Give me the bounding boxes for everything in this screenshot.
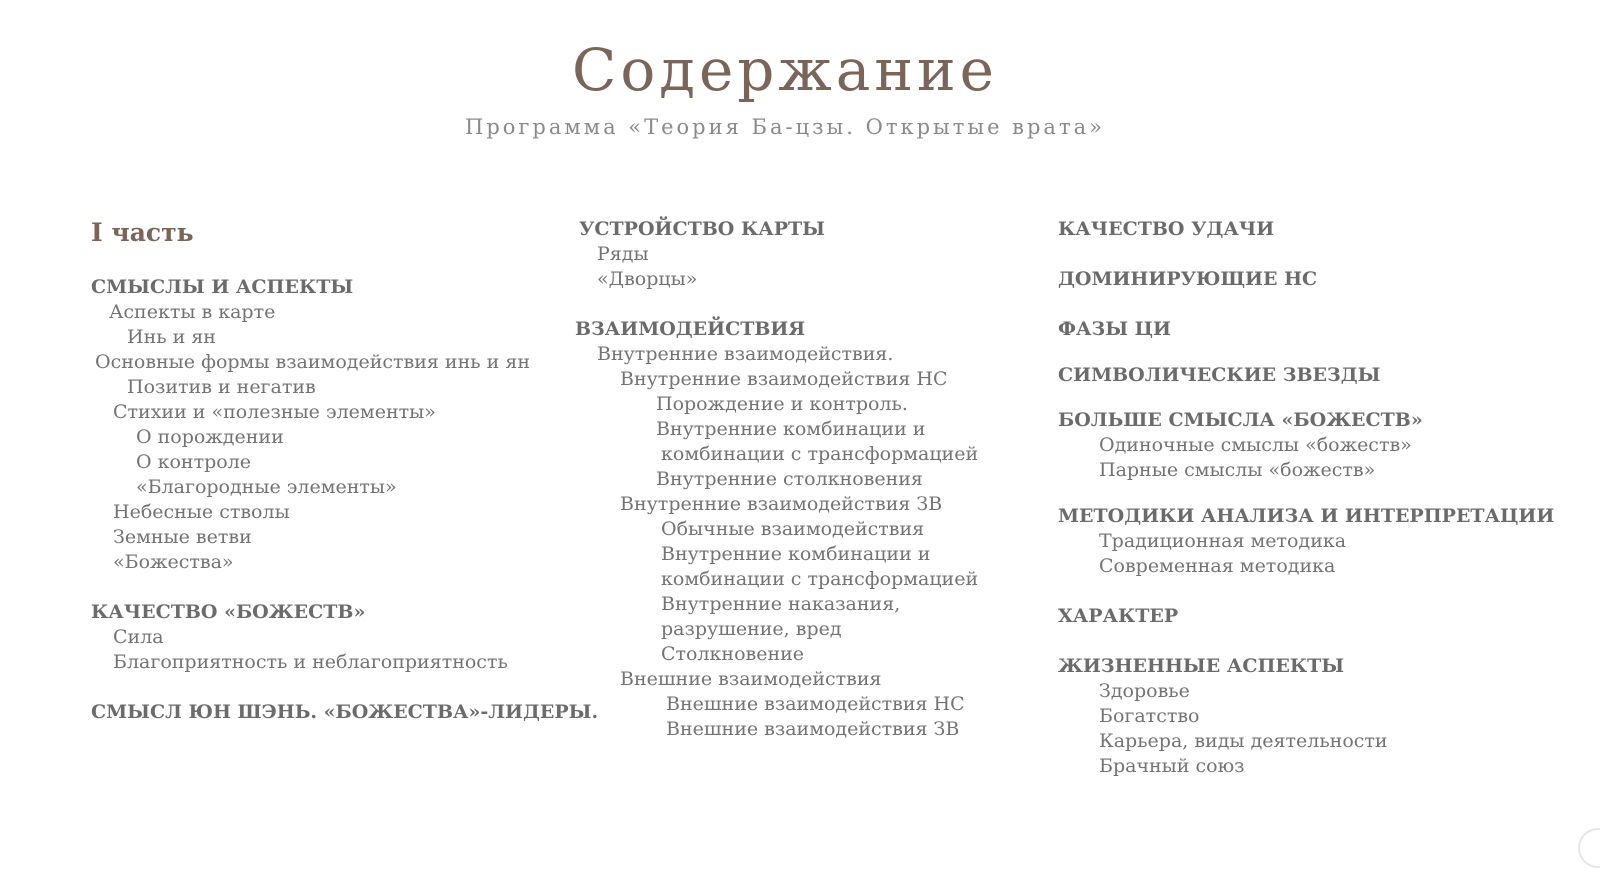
toc-section-heading: ВЗАИМОДЕЙСТВИЯ — [575, 318, 806, 340]
toc-entry: Небесные стволы — [113, 501, 290, 523]
toc-section-heading: ЖИЗНЕННЫЕ АСПЕКТЫ — [1058, 655, 1345, 677]
toc-section-heading: МЕТОДИКИ АНАЛИЗА И ИНТЕРПРЕТАЦИИ — [1058, 505, 1555, 527]
toc-section-heading: СИМВОЛИЧЕСКИЕ ЗВЕЗДЫ — [1058, 364, 1381, 386]
part-label: I часть — [91, 218, 194, 247]
toc-entry: Внутренние комбинации и — [656, 418, 926, 440]
toc-section-heading: ХАРАКТЕР — [1058, 605, 1179, 627]
toc-section-heading: ДОМИНИРУЮЩИЕ НС — [1058, 268, 1318, 290]
toc-entry: Одиночные смыслы «божеств» — [1099, 434, 1412, 456]
toc-section-heading: КАЧЕСТВО УДАЧИ — [1058, 218, 1275, 240]
toc-section-heading: СМЫСЛЫ И АСПЕКТЫ — [91, 276, 354, 298]
toc-entry: «Благородные элементы» — [136, 476, 397, 498]
toc-entry: Стихии и «полезные элементы» — [113, 401, 436, 423]
toc-entry: О контроле — [136, 451, 252, 473]
toc-entry: Современная методика — [1099, 555, 1336, 577]
toc-entry: Внутренние комбинации и — [661, 543, 931, 565]
toc-entry: О порождении — [136, 426, 284, 448]
toc-entry: Внешние взаимодействия ЗВ — [666, 718, 960, 740]
toc-entry: Позитив и негатив — [127, 376, 316, 398]
toc-entry: комбинации с трансформацией — [661, 568, 979, 590]
toc-entry: «Божества» — [113, 551, 234, 573]
toc-entry: Инь и ян — [127, 326, 216, 348]
toc-entry: комбинации с трансформацией — [661, 443, 979, 465]
toc-entry: Аспекты в карте — [109, 301, 276, 323]
toc-entry: Брачный союз — [1099, 755, 1245, 777]
toc-entry: Парные смыслы «божеств» — [1099, 459, 1376, 481]
toc-entry: Внешние взаимодействия НС — [666, 693, 965, 715]
toc-entry: Сила — [113, 626, 164, 648]
toc-entry: Порождение и контроль. — [656, 393, 908, 415]
toc-section-heading: КАЧЕСТВО «БОЖЕСТВ» — [91, 601, 366, 623]
toc-entry: Ряды — [597, 243, 649, 265]
page-subtitle: Программа «Теория Ба-цзы. Открытые врата» — [465, 115, 1105, 139]
toc-entry: Внутренние взаимодействия ЗВ — [620, 493, 943, 515]
toc-entry: Здоровье — [1099, 680, 1190, 702]
toc-section-heading: СМЫСЛ ЮН ШЭНЬ. «БОЖЕСТВА»-ЛИДЕРЫ. — [91, 701, 599, 723]
toc-entry: Традиционная методика — [1099, 530, 1347, 552]
toc-entry: Внутренние наказания, — [661, 593, 901, 615]
page-title: Содержание — [571, 36, 999, 104]
corner-decoration — [1578, 828, 1600, 868]
toc-entry: Внешние взаимодействия — [620, 668, 882, 690]
toc-entry: Внутренние взаимодействия. — [597, 343, 894, 365]
toc-entry: Богатство — [1099, 705, 1200, 727]
toc-entry: Внутренние столкновения — [656, 468, 923, 490]
toc-entry: Земные ветви — [113, 526, 252, 548]
toc-entry: разрушение, вред — [661, 618, 842, 640]
toc-entry: «Дворцы» — [597, 268, 698, 290]
toc-entry: Внутренние взаимодействия НС — [620, 368, 948, 390]
toc-section-heading: ФАЗЫ ЦИ — [1058, 318, 1171, 340]
toc-section-heading: БОЛЬШЕ СМЫСЛА «БОЖЕСТВ» — [1058, 409, 1423, 431]
toc-entry: Основные формы взаимодействия инь и ян — [95, 351, 530, 373]
toc-entry: Благоприятность и неблагоприятность — [113, 651, 508, 673]
toc-entry: Столкновение — [661, 643, 805, 665]
toc-entry: Обычные взаимодействия — [661, 518, 925, 540]
toc-section-heading: УСТРОЙСТВО КАРТЫ — [579, 218, 825, 240]
toc-entry: Карьера, виды деятельности — [1099, 730, 1388, 752]
